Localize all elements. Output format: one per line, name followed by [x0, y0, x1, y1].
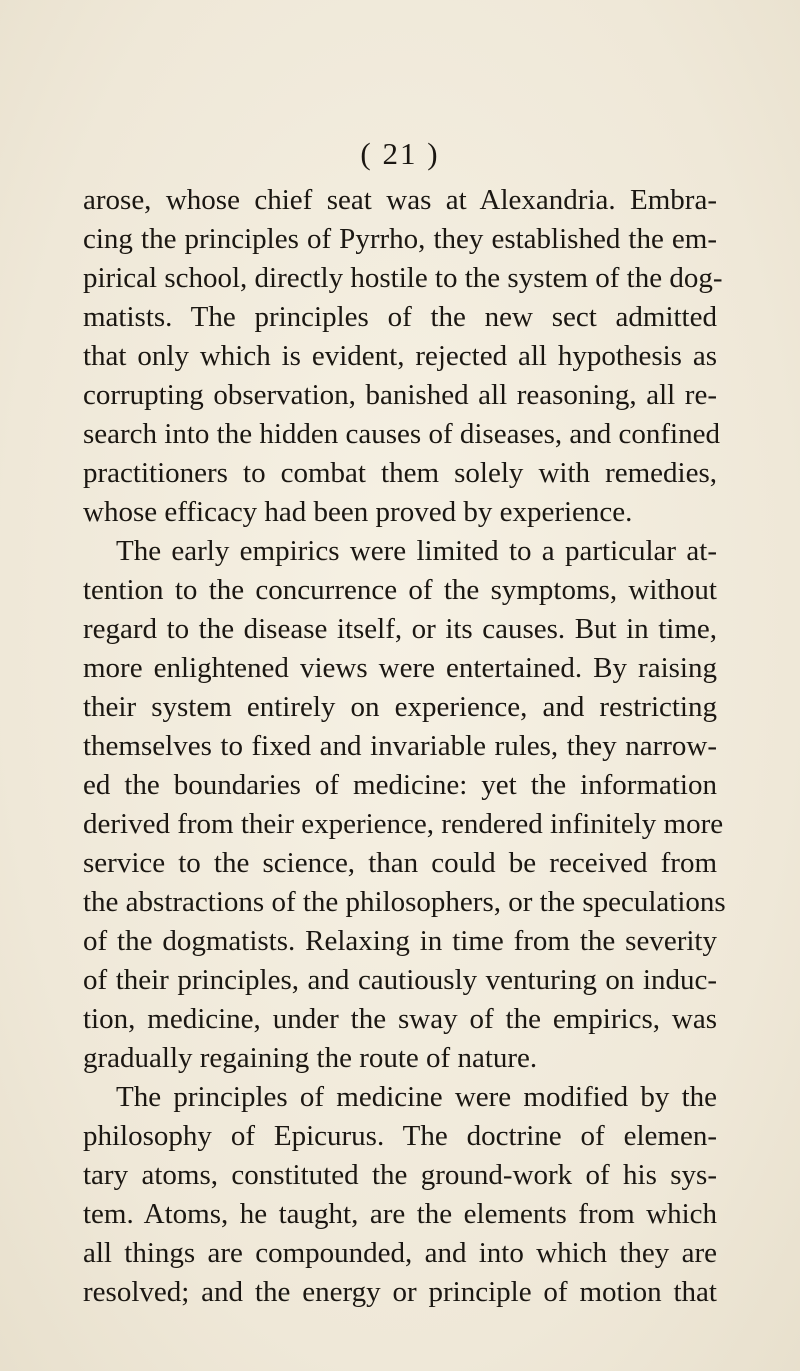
text-line: all things are compounded, and into which they are: [83, 1237, 717, 1269]
text-line: practitioners to combat them solely with remedies,: [83, 457, 717, 489]
text-line: tion, medicine, under the sway of the empirics, was: [83, 1003, 717, 1035]
text-line: resolved; and the energy or principle of motion that: [83, 1276, 717, 1308]
text-line: corrupting observation, banished all reasoning, all re-: [83, 379, 717, 411]
text-line: tary atoms, constituted the ground-work of his sys-: [83, 1159, 717, 1191]
text-line: themselves to fixed and invariable rules, they narrow-: [83, 730, 717, 762]
text-line: arose, whose chief seat was at Alexandria. Embra-: [83, 184, 717, 216]
text-line: their system entirely on experience, and restricting: [83, 691, 717, 723]
text-line: whose efficacy had been proved by experience.: [83, 496, 633, 528]
text-line: cing the principles of Pyrrho, they established the em-: [83, 223, 717, 255]
text-line: gradually regaining the route of nature.: [83, 1042, 538, 1074]
text-line: tention to the concurrence of the symptoms, without: [83, 574, 717, 606]
text-line: regard to the disease itself, or its causes. But in time,: [83, 613, 717, 645]
text-line: philosophy of Epicurus. The doctrine of elemen-: [83, 1120, 717, 1152]
text-line: service to the science, than could be received from: [83, 847, 717, 879]
text-line: the abstractions of the philosophers, or the speculations: [83, 886, 726, 918]
text-line: matists. The principles of the new sect admitted: [83, 301, 717, 333]
text-line: search into the hidden causes of diseases, and confined: [83, 418, 720, 450]
page-number: ( 21 ): [360, 136, 440, 171]
text-line: The early empirics were limited to a particular at-: [116, 535, 717, 567]
text-line: of the dogmatists. Relaxing in time from the severity: [83, 925, 717, 957]
text-line: that only which is evident, rejected all hypothesis as: [83, 340, 717, 372]
text-line: derived from their experience, rendered infinitely more: [83, 808, 724, 840]
text-line: pirical school, directly hostile to the system of the dog-: [83, 262, 723, 294]
text-line: ed the boundaries of medicine: yet the information: [83, 769, 717, 801]
text-line: of their principles, and cautiously venturing on induc-: [83, 964, 717, 996]
text-line: tem. Atoms, he taught, are the elements from which: [83, 1198, 717, 1230]
text-line: more enlightened views were entertained. By raising: [83, 652, 717, 684]
body-text: [83, 181, 726, 1312]
text-line: The principles of medicine were modified by the: [116, 1081, 717, 1113]
